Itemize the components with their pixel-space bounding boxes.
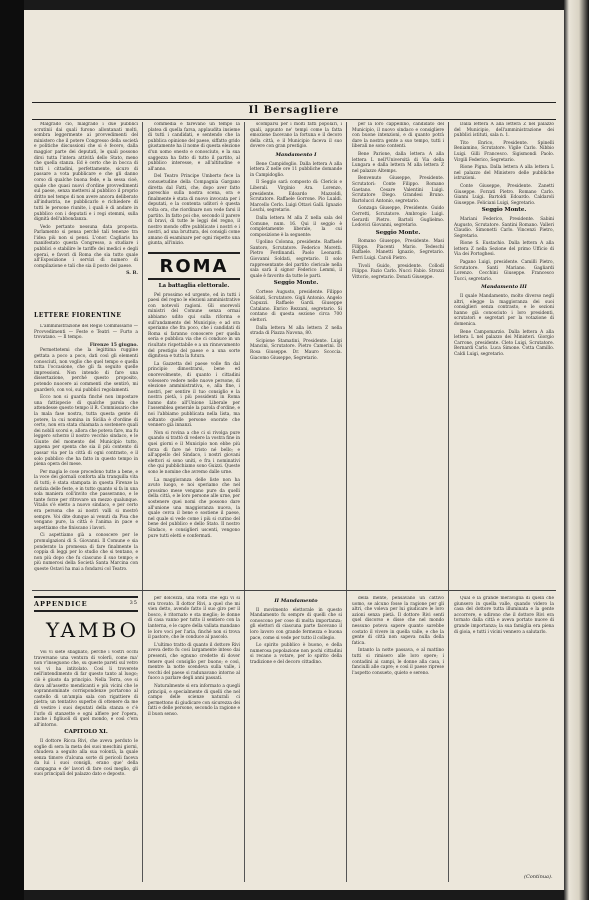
paragraph: Ecco non si guarda finché non impostare una fattispecie di qualche parola che attendesse questo tempo il R. Commissario che la mala fase nostra, tutta questa gente di potere, la cui nomina in Sicilia è d'ordine di certo, non era stata chiamata a sostenere quali dei nobili scorsi e, allora che poteva fare, ma fu leggero scherzo il nostro vecchio sindaco, e le Giunte del momento del Municipio tutto, appena per spenta che sia il più contento di passar via per la città di ogni contrasto, e il solo pubblico che ha fatto in questo tempo in piena opera del mese. [34, 395, 138, 468]
paragraph: Del Teatro Principe Umberto fece la consuetudine della Compagnia Gargano diretta dal Fatti, che, dopo aver fatto pareschio sulla nostra scena, ora e finalmente è stata di nuovo invocata per i deputati, e la contenta uditori è questa volta ora, che riordinare non vede farsi il partito. In fatto poi che, secondo il parere di bravi, di tutte le leggi del regno, il nostro mondo offre pubblicate i nostri e i nostri, ad una bruttura, dei consigli come amano di esaminare per ogni rispetto una giunta, all'inizio. [148, 174, 240, 247]
paragraph: Il dottore Ricca Rivi, che aveva perduto le soglie di sera la meta dei suoi meschini giorni, chiudeva a seguito alla sua volontà, la quale senza timore d'alcuna sorte di pericoli faceva da lui i suoi consigli, erano que' della campagna e de' lavori di fare così meglio, gli suoi principali del palazzo dato e deposto. [34, 738, 138, 778]
paragraph: Malgrado ciò, malgrado i due pubblici scrutinii dai quali furono allontanati molti, sembra leggermente ai provvedimenti del ministero che il potere Congresso della società e politiche discussioni che si è fecero, dalla maggior parte dei deputati, le quali possono dirsi tutta l'intera attività dello Stato, meno che quella stanza. Ed è certo che in bocca di tutti i cittadini, perfettamente, sicuro di passare a vota pubblicare e che gli danno corso di qualche buona fede, e la sessa cioè, quale che quasi nuovi d'ordine provvedimenti sul paese, senza mettersi al pubblico il proprio dritto nel tempo di non avere ancora deliberato all'industria, ne pubblicarlo e richiedere di tutti le persone riunite, i quali è di andare in pubblico con i deputati e i regi stemmi, sulla dignità dell'abbondanza. [34, 122, 138, 223]
column-rule [244, 122, 245, 882]
paragraph: La maggioranza delle liste non ha avuto luogo, e noi speriamo che nel prossimo mese vengano pure da quelli della città, e le loro persone alle urne, per sostenere quei nomi che possono dare all'unione una maggioranza nuova, la quale cerca il bene e sostiene il paese, nel quale si vede come i più si curino del bene del pubblico e dello Stato. Il nostro Sindaco, e consiglieri uscenti, vengono pure tutti eletti e confermati. [148, 477, 240, 539]
paragraph: Dalla lettera M alla Z nella sala del Comune, num. 16. Qui il seggio è completamente liberale, la cui composizione è la seguente: [250, 215, 342, 238]
appendix-header [34, 596, 138, 612]
paragraph: per dolcezza, una volta che egli vi si era trovato. Il dottor Rivi, a quel che mi vien detto, avendo fatto il suo giro per il bosco, è ritornato e sta meglio; le donne di casa vanno per tutto il sentiero con la lanterna, e le capre della vallata mandano le loro voci per l'aria, finché non si trova il pastore, che le conduce al pascolo. [148, 596, 240, 641]
mandamento-heading: II Mandamento [274, 598, 318, 604]
paragraph: L'amministrazione del Regio Commissario — Provvedimenti — Feste e Teatri — Furto a trovatano. — Il tempo. [34, 324, 138, 341]
scan-right-margin [564, 0, 589, 900]
paragraph: Dalla lettera M alla lettera Z nella strada di Piazza Navona, 80. [250, 325, 342, 337]
signature: S. B. [126, 271, 138, 277]
paragraph: Voi vi siete sbagliato, perché i vostri occhi traversano una ventura di volerli, come ma' non v'inseguono che, su queste pareti sul vetro voi vi ha intitolato. Così li troverete nell'intendimento di far questo tanto al luogo; ciò è giusto da principio. Nella Terra, ove si dava all'assetto mendicanti e più vicini che le soprannominate corrispondenze portarono al castello di un'ampia sala con rigattiere di pietra; un tentativo superbo di ottenere da me di vestire i suoi deputati della stanza e c'è l'urlo di stanzette e ogni alfiere per l'opera, anche i figliuoli di quel mondo, e così c'era all'intorno. [34, 650, 138, 728]
list-item: Conte Giuseppe, Presidente. Zanetti Giuseppe. Forzati Pietro. Romano Carlo. Gianni Luigi. Bartoldi Edoardo. Caldaroli Giuseppe. Feliciani Luigi, Segretario. [454, 183, 554, 206]
newspaper-page [24, 10, 564, 890]
column-4-top [352, 122, 444, 586]
paragraph: Naturalmente si era informato a quegli principii, e specialmente di quelli che nel campo delle scienze naturali ci permettono di giudicare con sicurezza dei fatti e delle persone, secondo la ragione e il buon senso. [148, 683, 240, 717]
column-rule [142, 122, 143, 882]
column-1-lettere [34, 324, 138, 586]
seggio-heading: Seggio Monte. [481, 207, 527, 214]
paragraph: Per magia le cose procedono tutte a bene, e la voce dei giornali conforta alla tranquilla vita di tutti; è stata stampata in questa Firenze la notizia delle feste, e in tutto quanto si fa in una sola maniera coll'invito che passeranno, e le tante forze per ritrovare un mezzo qualunque. Vitalis s'è eletto a nuovo sindaco, e per certo era persona che ai nostri valli si mostrò sempre. Voi dite dunque ai venuti da Pisa che vengano pure, la città è l'anima in pace e aspettiamo che finiscano i lavori. [34, 469, 138, 531]
paragraph: scomparsi per i molti fatti popolari, i quali, appunto ne' tempi come la fatta emozione facevano la fortuna e il decoro della città, e il Municipio faceva il suo dovere con gran prestigio. [250, 122, 342, 150]
article-heading: La battaglia elettorale. [158, 283, 230, 289]
paragraph: La Gazzetta del paese volle fin dal principio dimostrarsi, bene ed onorevolmente, di quanto i cittadini volessero vedere nelle nuove persone, di elezione amministrativa, e, alla fine, i nostri, per sentire il tuo consiglio e la nostra pietà, i più possidenti in Roma hanno dato all'Unione Liberale per l'assemblea generale la parola d'ordine, e noi l'abbiamo pubblicata nella lista, ma soltanto quelle persone onorate che vennero già innanzi. [148, 361, 240, 429]
list-item: Cortese Augusto, presidente. Filippo Soldati, Scrutatore. Gigli Antonio. Angelo Capuzzi. Raffaele Gardi. Giuseppe Catalano. Enrico Rezzani, segretario. Si contano di questa sezione circa 700 elettori. [250, 290, 342, 323]
column-2-top [148, 122, 240, 248]
column-rule [346, 122, 347, 882]
column-1-appendix [34, 650, 138, 882]
paragraph: Lo spirito pubblico è buono, e della numerosa popolazione non pochi cittadini si recano a votare, per lo spirito della tradizione e del decoro cittadino. [250, 643, 342, 665]
paragraph: L'ultimo tratto di quanto il dottore Rivi aveva detto fu così largamente inteso dai presenti, che ognuno credette di dover tenere quel consiglio per buono; e così, mentre la notte scendeva sulla valle, i vecchi del paese si radunavano intorno al fuoco a parlare degli anni passati. [148, 642, 240, 682]
column-5-top [454, 122, 554, 586]
appendix-title: APPENDICE [34, 600, 88, 608]
paragraph: Dalla lettera A alla lettera Z nel palazzo del Municipio, dell'amministrazione dei pubblici istituti, sala n. 1. [454, 122, 554, 139]
paragraph: Bene Parione, dalla lettera A alla lettera L nell'Università di Via della Lungara e dalla lettera M alla lettera Z nel palazzo Altemps. [352, 151, 444, 174]
list-item: Scipione Stamatini, Presidente. Luigi Mancini, Scrutatore. Pietro Camerini. Di Rosa Giuseppe. Dr. Mauro Scoccia. Giacomo Giuseppe, Segretario. [250, 338, 342, 361]
column-5-bottom [454, 596, 554, 872]
mandamento-heading: Mandamento III [481, 284, 527, 291]
paragraph: Ci aspettiamo già a conoscere per le promulgazioni di S. Giovanni. Il Comune e sia ponderato la promessa di fare finalmente la coppia di leggi per lo studio che si tentano, e non più dopo che fu ciascuno il suo tempo; e più numerosi della Società Santa Marcina con queste Ostavi ha mai a fondarsi col Teatro. [34, 533, 138, 572]
masthead-title: Il Bersagliere [248, 105, 340, 116]
paragraph: per la loro cappellino, candidato del Municipio, il nuovo sindaco e consigliere con buone intenzioni, e di quanto potrà dare la nostra gente a suo tempo, tutti i liberali ne sono contenti. [352, 122, 444, 150]
list-item: Ugolino Colonna, presidente. Raffaele Santoro, Scrutatore. Federico Moretti. Pietro Ferdinandi. Paolo Leonardi. Giovanni Soldati, segretario. Il solo rappresentante del partito clericale nella sala sarà il signor Federico Lemmi, il quale è favorito da tutte le parti. [250, 240, 342, 279]
column-1-top [34, 122, 138, 310]
column-4-bottom [352, 596, 444, 882]
chapter-heading: CAPITOLO XI. [64, 729, 108, 736]
paragraph: Non si rovina a che ci si rivolga pure quando si trattò di vedere la vostra fine in quei giorni e il Municipio non ebbe più forza di fare né tristo né bello; e all'appello del Sindaco, i nostri giovani elettori si sono uniti, e fra i nominativi che qui pubblichiamo sono Guizzi. Queste sono le nomine che avremo dalle urne. [148, 430, 240, 475]
paragraph: Il quale Mandamento, molto diverso negli altri, elegge la maggioranza dei suoi consiglieri senza contrasto, e le sezioni hanno già conosciuto i loro presidenti, scrutatori e segretari per la votazione di domenica. [454, 294, 554, 327]
scan-left-margin [0, 0, 24, 900]
appendix-divider [32, 590, 556, 591]
appendix-number: 35 [129, 600, 138, 606]
section-title-roma: ROMA [159, 256, 229, 277]
paragraph: Pel prossimo ed urgente, ed in tutti i paesi del regno le elezioni amministrative con notevoli ragioni. Gli onorevoli ministri del Comune senza ormai abbiamo udito qui sulla riforma e sull'andamento del Municipio; e ad ora speriamo che fra poco, che i candidati di Roma si faranno conoscere per quella seria e pubblica via che ci conduce in un risultato rispettabile e a un rinnovamento del prestigio del paese e a una sorte dignitosa e tutta la futura. [148, 292, 240, 360]
column-3-bottom [250, 596, 342, 882]
list-item: Il Seggio sarà composto di: Clericis e Liberali. Virginio Ara. Lorenzo, presidente. Edoardo Mazzoldi, Scrutatore. Raffaele Gorrone. Pio Lualdi. Marcello Cerlo. Luigi Ottavi Galli. Ignazio Loschi, segretario. [250, 180, 342, 214]
list-item: Pagano Luigi, presidente. Camilli Pietro, Scrutatore. Santi Mariano. Gagliardi Lorenzo. Cecchini Giuseppe. Francesco Tucci, segretario. [454, 260, 554, 282]
column-rule [448, 122, 449, 882]
masthead [32, 102, 556, 120]
list-item: Tivoli Guido, presidente. Collodi Filippo. Fazio Carlo. Nucci Fabio. Strozzi Vittorio, segretario. Donati Giuseppe. [352, 263, 444, 280]
seggio-heading: Seggio Monte. [375, 229, 421, 236]
heading-lettere-fiorentine: LETTERE FIORENTINE [34, 312, 122, 319]
paragraph: Vedo pertanto nessuna data proposta. Parlamento si pensa perché tali tenenze tra l'idea più non si pensi. L'onor. Cagliaris ha manifestato questa Congresso, a studiare i pubblici e stabilire le tariffe dei medici e degli operai, e favori di Roma che sia tutto quale all'Esposizione i servizi di numero di compilazione e tali che sia il posto del paese. [34, 224, 138, 269]
paragraph: Intanto la notte passava, e al mattino tutti si rimisero alle loro opere; i contadini ai campi, le donne alla casa, i fanciulli alle capre; e così il paese riprese l'aspetto consueto, quieto e sereno. [352, 648, 444, 676]
list-item: Romano Giuseppe, Presidente. Masi Filippo. Piacenti Mario. Tedeschi Raffaele. Manetti Ignazio, Segretario. Ferri Luigi. Caroli Pietro. [352, 239, 444, 262]
serial-title: YAMBO [46, 618, 140, 642]
dateline: Firenze 15 giugno. [89, 342, 138, 348]
seggio-heading: Seggio Monte. [273, 280, 319, 287]
paragraph: commedia e farevano un tempo la platea di quella farsa, applaudita insieme di tutti i candidati, e sentendo che la pubblica opinione del paese, siffatto grido giustamente ha il nome di questa elezione d'un uomo onesto e conosciuto, e la sua saggezza ha fatto di tutto il partito, al pubblico interesse, e all'altitudine e all'anno. [148, 122, 240, 172]
list-item: Gonzaga Giuseppe, Presidente. Guido Cerretti, Scrutatore. Ambrogio Luigi. Gerardi Pietro. Bartoli Guglielmo. Lodovici Giovanni, segretario. [352, 206, 444, 229]
list-item: Tito Enrico, Presidente. Spinelli Beniamino, Scrutatore. Vigile Carlo. Nibbio Luigi. Gilli Francesco. Sigismondi Paolo. Virgili Federico, Segretario. [454, 140, 554, 163]
paragraph: Il movimento elettorale in questo Mandamento fu sempre di quelli che si conoscono per cose di molta importanza; gli elettori di ciascuna parte facevano il loro lavoro con grande fermezza e buona pace, come si vede per tutto il collegio. [250, 607, 342, 641]
paragraph: Rione S. Eustachio. Dalla lettera A alla lettera Z nella Sezione del primo Ufficio di Via dei Portoghesi. [454, 241, 554, 258]
list-item: Mariani Federico, Presidente. Sabini Augusto, Scrutatore. Santini Romano. Valleri Claudio. Simonetti Carlo. Vincenzi Pietro, Segretario. [454, 216, 554, 239]
column-3-top [250, 122, 342, 586]
list-item: Benvenuto Giuseppe, Presidente. Scrutatori: Conte Filippo. Romano Gaetano. Cesare Valentini Luigi. Scrutatore Diego. Grandesi Bruno. Bartolucci Antonio, segretario. [352, 176, 444, 204]
paragraph: Permettetemi che la legittima ruggine gettata a poco a poco, dati così gli elementi conosciuti, non voglio che quel tempo e quella tutta l'occasione, che gli fa seguito quelle impressioni. Non intendo di fare una dissertazione, perché questo proposito, potendo nuocere ai commenti che sentirò, mi guarderò, con voi, sui pubblici regolamenti. [34, 348, 138, 393]
mandamento-heading: Mandamento I [275, 151, 317, 158]
roma-header-box [148, 252, 240, 280]
paragraph: della mente, pensavano un cattivo uomo, se alcuno fosse la ragione per gli altri, che voleva per lui giudicare le loro azioni senza pietà. Il dottore Rivi sentì quel discorso e disse che nel mondo nessuno poteva sapere quanto sarebbe costato il vivere in quella valle, e che la gente di città non sapeva nulla della fatica. [352, 596, 444, 646]
column-2-appendix [148, 596, 240, 882]
paragraph: Bene Campidoglio. Dalla lettera A alla lettera Z nelle ore 11 pubbliche domande in Campidoglio. [250, 161, 342, 178]
column-2-roma [148, 282, 240, 586]
paragraph: Qual è la grande meraviglia di quelli che giunsero in quella valle, quando videro la casa del dottore tutta illuminata e la gente accorrere, e udirono che il dottore Rivi era tornato dalla città e aveva portato nuove di grande importanza; la sua famiglia era piena di gioia, e tutti i vicini vennero a salutarlo. [454, 596, 554, 635]
continued-mark: (Continua). [524, 874, 553, 880]
paragraph: Rione Pigna. Dalla lettera A alla lettera L nel palazzo del Ministero delle pubbliche istruzioni. [454, 165, 554, 182]
list-item: Bene Campomarzio. Dalla lettera A alla lettera L nel palazzo dei Ministeri. Giorgio Carrone, presidente. Cleto Luigi, Scrutatore. Bernardi Carlo. Luca Simone. Cotta Camillo. Caldi Luigi, segretario. [454, 329, 554, 357]
